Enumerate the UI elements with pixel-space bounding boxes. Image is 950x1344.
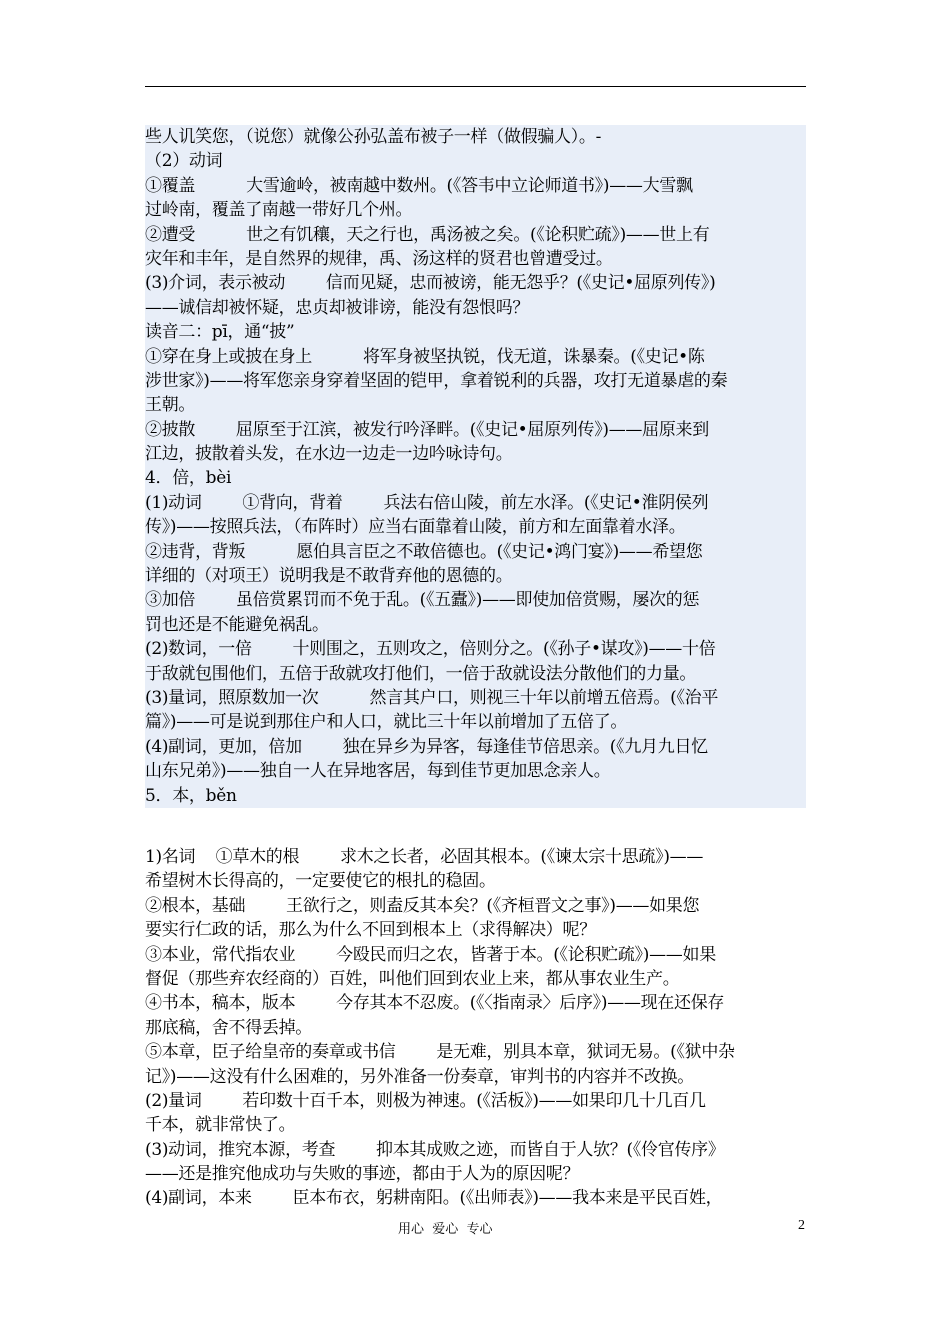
page-number: 2: [798, 1218, 805, 1233]
content-block-highlighted: [145, 125, 806, 808]
text-line: ⑤本章，臣子给皇帝的奏章或书信 是无难，别具本章，狱词无易。(《狱中杂: [145, 1042, 735, 1063]
text-line: (4)副词，更加，倍加 独在异乡为异客，每逢佳节倍思亲。(《九月九日忆: [145, 736, 708, 757]
text-line: 灾年和丰年，是自然界的规律，禹、汤这样的贤君也曾遭受过。: [145, 248, 613, 269]
text-line: ④书本，稿本，版本 今存其本不忍废。(《〈指南录〉后序》)——现在还保存: [145, 993, 725, 1014]
text-line: 督促（那些弃农经商的）百姓，叫他们回到农业上来，都从事农业生产。: [145, 968, 680, 989]
text-line: ②披散 屈原至于江滨，被发行吟泽畔。(《史记•屈原列传》)——屈原来到: [145, 419, 709, 440]
header-rule: [145, 86, 806, 87]
text-line: 山东兄弟》)——独自一人在异地客居，每到佳节更加思念亲人。: [145, 761, 611, 782]
text-line: 读音二：pī，通“披”: [145, 322, 295, 343]
text-line: 传》)——按照兵法，（布阵时）应当右面靠着山陵，前方和左面靠着水泽。: [145, 517, 686, 538]
text-line: 于敌就包围他们，五倍于敌就攻打他们，一倍于敌就设法分散他们的力量。: [145, 663, 697, 684]
text-line: （2）动词: [145, 151, 223, 172]
text-line: (3)量词，照原数加一次 然言其户口，则视三十年以前增五倍焉。(《治平: [145, 687, 719, 708]
text-line: ②根本，基础 王欲行之，则盍反其本矣？(《齐桓晋文之事》)——如果您: [145, 895, 700, 916]
text-line: ——还是推究他成功与失败的事迹，都由于人为的原因呢？: [145, 1164, 580, 1185]
text-line: 涉世家》)——将军您亲身穿着坚固的铠甲，拿着锐利的兵器，攻打无道暴虐的秦: [145, 370, 728, 391]
text-line: 1)名词 ①草木的根 求木之长者，必固其根本。(《谏太宗十思疏》)——: [145, 847, 704, 867]
text-line: 那底稿，舍不得丢掉。: [145, 1017, 312, 1038]
text-line: 详细的（对项王）说明我是不敢背弃他的恩德的。: [145, 566, 513, 587]
text-line: ②违背，背叛 愿伯具言臣之不敢倍德也。(《史记•鸿门宴》)——希望您: [145, 541, 703, 562]
content-block: [145, 845, 806, 1211]
text-line: 希望树木长得高的，一定要使它的根扎的稳固。: [145, 871, 496, 892]
text-line: ①穿在身上或披在身上 将军身被坚执锐，伐无道，诛暴秦。(《史记•陈: [145, 346, 705, 367]
text-line: ③本业，常代指农业 今殴民而归之农，皆著于本。(《论积贮疏》)——如果: [145, 944, 716, 965]
text-line: (2)量词 若印数十百千本，则极为神速。(《活板》)——如果印几十几百几: [145, 1090, 706, 1111]
text-line: (1)动词 ①背向，背着 兵法右倍山陵，前左水泽。(《史记•淮阴侯列: [145, 492, 709, 513]
text-line: (4)副词，本来 臣本布衣，躬耕南阳。(《出师表》)——我本来是平民百姓，: [145, 1188, 723, 1209]
text-line: 4．倍，bèi: [145, 468, 232, 489]
text-line: 记》)——这没有什么困难的，另外准备一份奏章，审判书的内容并不改换。: [145, 1066, 694, 1087]
text-line: 罚也还是不能避免祸乱。: [145, 614, 329, 635]
text-line: 过岭南，覆盖了南越一带好几个州。: [145, 200, 413, 221]
text-line: (2)数词，一倍 十则围之，五则攻之，倍则分之。(《孙子•谋攻》)——十倍: [145, 639, 716, 660]
text-line: 江边，披散着头发，在水边一边走一边吟咏诗句。: [145, 444, 513, 465]
text-line: ①覆盖 大雪逾岭，被南越中数州。(《答韦中立论师道书》)——大雪飘: [145, 175, 693, 196]
text-line: ——诚信却被怀疑，忠贞却被诽谤，能没有怨恨吗？: [145, 297, 530, 318]
text-line: (3)介词，表示被动 信而见疑，忠而被谤，能无怨乎？(《史记•屈原列传》): [145, 273, 716, 294]
text-line: ③加倍 虽倍赏累罚而不免于乱。(《五蠹》)——即使加倍赏赐，屡次的惩: [145, 590, 700, 611]
text-line: (3)动词，推究本源，考查 抑本其成败之迹，而皆自于人欤？(《伶官传序》: [145, 1139, 725, 1160]
footer-text: 用心 爱心 专心: [398, 1222, 493, 1237]
text-line: 要实行仁政的话，那么为什么不回到根本上（求得解决）呢？: [145, 920, 596, 941]
text-line: ②遭受 世之有饥穰，天之行也，禹汤被之矣。(《论积贮疏》)——世上有: [145, 224, 710, 245]
text-line: 王朝。: [145, 395, 196, 416]
text-line: 些人讥笑您，（说您）就像公孙弘盖布被子一样（做假骗人）。-: [145, 127, 602, 147]
text-line: 篇》)——可是说到那住户和人口，就比三十年以前增加了五倍了。: [145, 712, 628, 733]
text-line: 千本，就非常快了。: [145, 1115, 296, 1136]
text-line: 5．本，běn: [145, 785, 237, 806]
